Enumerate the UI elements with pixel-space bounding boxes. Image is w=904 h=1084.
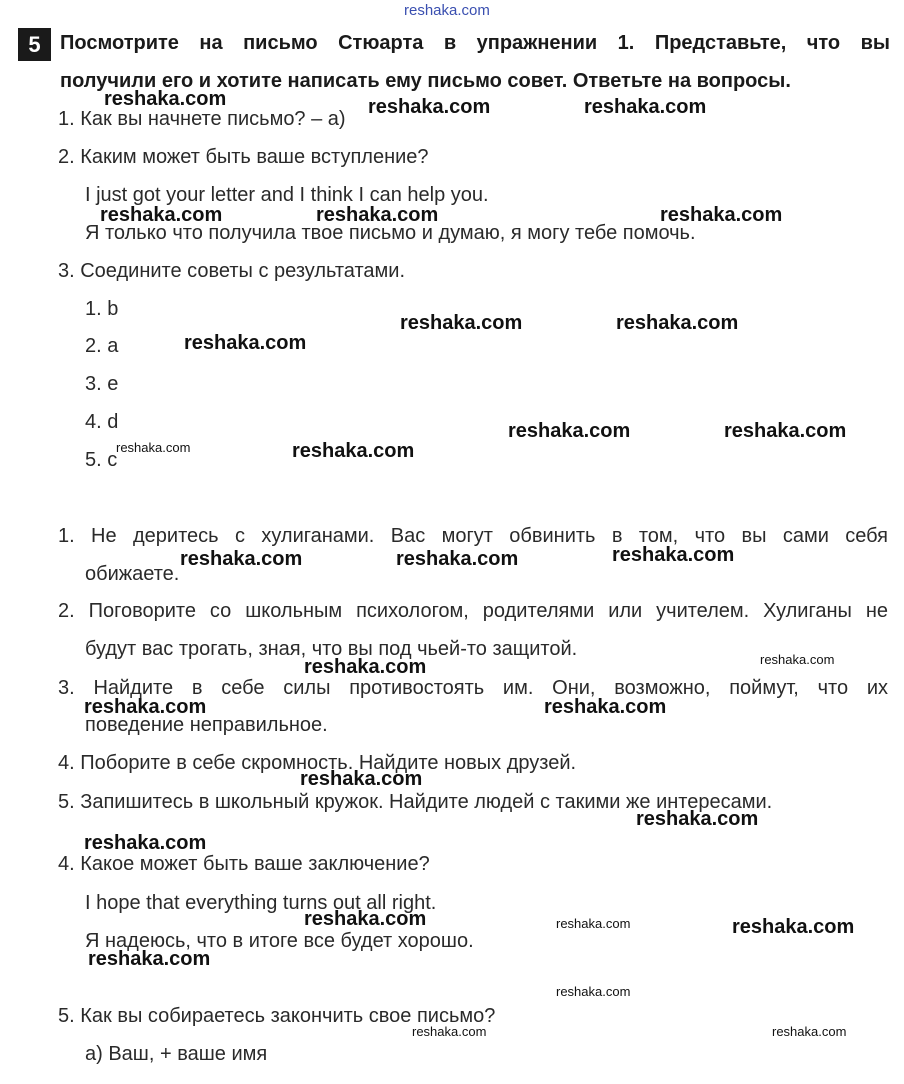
advice-1-line1: 1. Не деритесь с хулиганами. Вас могут обвинить в том, что вы сами себя bbox=[58, 525, 888, 547]
watermark-top: reshaka.com bbox=[404, 2, 490, 19]
advice-2-line2: будут вас трогать, зная, что вы под чьей-то защитой. bbox=[85, 638, 578, 660]
match-item: 3. e bbox=[85, 373, 119, 395]
watermark: reshaka.com bbox=[368, 96, 491, 118]
advice-5: 5. Запишитесь в школьный кружок. Найдите людей с такими же интересами. bbox=[58, 791, 773, 813]
watermark: reshaka.com bbox=[616, 312, 739, 334]
watermark: reshaka.com bbox=[612, 544, 735, 566]
advice-3-line1: 3. Найдите в себе силы противостоять им. Они, возможно, поймут, что их bbox=[58, 677, 888, 699]
question-1: 1. Как вы начнете письмо? – а) bbox=[58, 108, 346, 130]
watermark: reshaka.com bbox=[88, 948, 211, 970]
watermark: reshaka.com bbox=[396, 548, 519, 570]
match-item: 4. d bbox=[85, 411, 119, 433]
match-item: 5. c bbox=[85, 449, 118, 471]
watermark: reshaka.com bbox=[116, 440, 191, 455]
advice-4: 4. Поборите в себе скромность. Найдите новых друзей. bbox=[58, 752, 577, 774]
exercise-heading-line1: Посмотрите на письмо Стюарта в упражнении 1. Представьте, что вы bbox=[60, 32, 890, 54]
watermark: reshaka.com bbox=[316, 204, 439, 226]
question-3: 3. Соедините советы с результатами. bbox=[58, 260, 406, 282]
watermark: reshaka.com bbox=[84, 832, 207, 854]
watermark: reshaka.com bbox=[400, 312, 523, 334]
watermark: reshaka.com bbox=[544, 696, 667, 718]
watermark: reshaka.com bbox=[84, 696, 207, 718]
watermark: reshaka.com bbox=[304, 656, 427, 678]
watermark: reshaka.com bbox=[772, 1024, 847, 1039]
watermark: reshaka.com bbox=[724, 420, 847, 442]
watermark: reshaka.com bbox=[180, 548, 303, 570]
match-item: 1. b bbox=[85, 298, 119, 320]
question-2-answer-en: I just got your letter and I think I can help you. bbox=[85, 184, 489, 206]
question-2: 2. Каким может быть ваше вступление? bbox=[58, 146, 429, 168]
question-4: 4. Какое может быть ваше заключение? bbox=[58, 853, 430, 875]
advice-3-line2: поведение неправильное. bbox=[85, 714, 328, 736]
watermark: reshaka.com bbox=[760, 652, 835, 667]
watermark: reshaka.com bbox=[556, 916, 631, 931]
watermark: reshaka.com bbox=[732, 916, 855, 938]
watermark: reshaka.com bbox=[300, 768, 423, 790]
advice-1-line2: обижаете. bbox=[85, 563, 180, 585]
watermark: reshaka.com bbox=[100, 204, 223, 226]
match-item: 2. a bbox=[85, 335, 119, 357]
exercise-heading-line2: получили его и хотите написать ему письмо совет. Ответьте на вопросы. bbox=[60, 70, 791, 92]
watermark: reshaka.com bbox=[636, 808, 759, 830]
watermark: reshaka.com bbox=[184, 332, 307, 354]
watermark: reshaka.com bbox=[556, 984, 631, 999]
advice-2-line1: 2. Поговорите со школьным психологом, родителями или учителем. Хулиганы не bbox=[58, 600, 888, 622]
watermark: reshaka.com bbox=[104, 88, 227, 110]
exercise-number-badge: 5 bbox=[18, 28, 51, 61]
question-5-answer-a: а) Ваш, + ваше имя bbox=[85, 1043, 268, 1065]
watermark: reshaka.com bbox=[412, 1024, 487, 1039]
watermark: reshaka.com bbox=[584, 96, 707, 118]
watermark: reshaka.com bbox=[292, 440, 415, 462]
question-4-answer-ru: Я надеюсь, что в итоге все будет хорошо. bbox=[85, 930, 474, 952]
question-5: 5. Как вы собираетесь закончить свое письмо? bbox=[58, 1005, 496, 1027]
watermark: reshaka.com bbox=[660, 204, 783, 226]
watermark: reshaka.com bbox=[304, 908, 427, 930]
question-2-answer-ru: Я только что получила твое письмо и думаю, я могу тебе помочь. bbox=[85, 222, 696, 244]
watermark: reshaka.com bbox=[508, 420, 631, 442]
question-4-answer-en: I hope that everything turns out all right. bbox=[85, 892, 437, 914]
